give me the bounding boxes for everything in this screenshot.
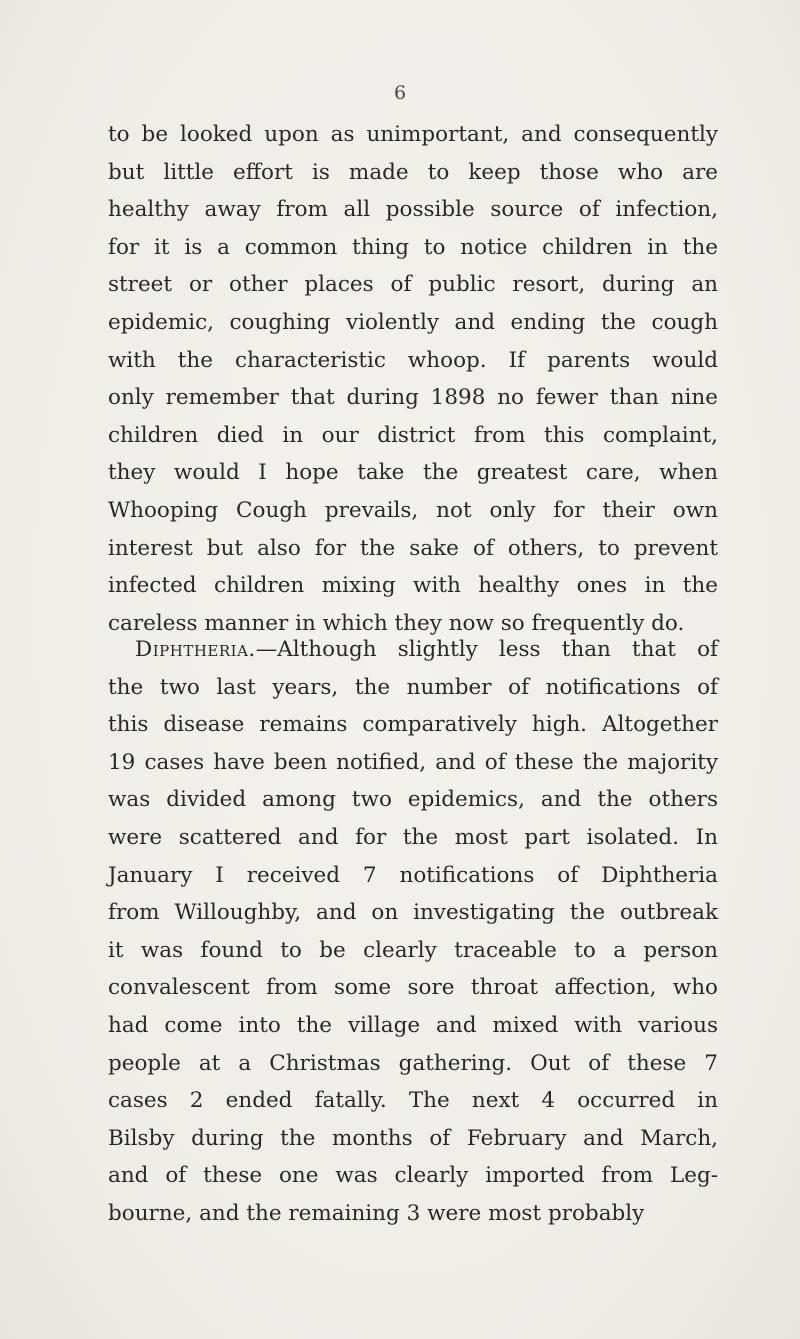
text-line-rest: —Although slightly less than that of	[255, 637, 718, 662]
paragraph-whooping-cough	[108, 116, 718, 642]
text-line: the two last years, the number of notifications of	[108, 674, 718, 700]
text-line-first	[108, 631, 718, 669]
text-line: infected children mixing with healthy ones in the	[108, 573, 718, 599]
text-line: Bilsby during the months of February and March,	[108, 1125, 718, 1151]
text-line: had come into the village and mixed with various	[108, 1012, 718, 1038]
text-line: careless manner in which they now so frequently do.	[108, 610, 685, 636]
text-line: this disease remains comparatively high. Altogether	[108, 712, 718, 738]
paragraph-diphtheria	[108, 631, 718, 1233]
text-line: from Willoughby, and on investigating the outbreak	[108, 900, 718, 926]
text-line: but little effort is made to keep those who are	[108, 159, 718, 185]
text-line: epidemic, coughing violently and ending the cough	[108, 309, 718, 335]
section-heading-diphtheria: Diphtheria.	[135, 637, 256, 662]
text-line: and of these one was clearly imported from Leg-	[108, 1163, 718, 1189]
text-line: street or other places of public resort, during an	[108, 272, 718, 298]
text-line: January I received 7 notifications of Diphtheria	[108, 862, 718, 888]
text-line: children died in our district from this complaint,	[108, 422, 718, 448]
page-number: 6	[393, 82, 407, 104]
text-line: with the characteristic whoop. If parents would	[108, 347, 718, 373]
text-line: for it is a common thing to notice children in the	[108, 234, 718, 260]
text-line: was divided among two epidemics, and the others	[108, 787, 718, 813]
text-line: only remember that during 1898 no fewer than nine	[108, 385, 718, 411]
text-line: it was found to be clearly traceable to a person	[108, 937, 718, 963]
text-line: healthy away from all possible source of infection,	[108, 197, 718, 223]
text-line: people at a Christmas gathering. Out of these 7	[108, 1050, 718, 1076]
text-line: were scattered and for the most part isolated. In	[108, 824, 718, 850]
text-line: 19 cases have been notified, and of these the majority	[108, 749, 718, 775]
text-line: Whooping Cough prevails, not only for their own	[108, 497, 718, 523]
text-line: convalescent from some sore throat affection, who	[108, 975, 718, 1001]
text-line: they would I hope take the greatest care, when	[108, 460, 718, 486]
text-line: to be looked upon as unimportant, and consequently	[108, 122, 718, 147]
text-line: cases 2 ended fatally. The next 4 occurred in	[108, 1088, 718, 1114]
text-line: bourne, and the remaining 3 were most probably	[108, 1200, 645, 1226]
text-line: interest but also for the sake of others, to prevent	[108, 535, 718, 561]
